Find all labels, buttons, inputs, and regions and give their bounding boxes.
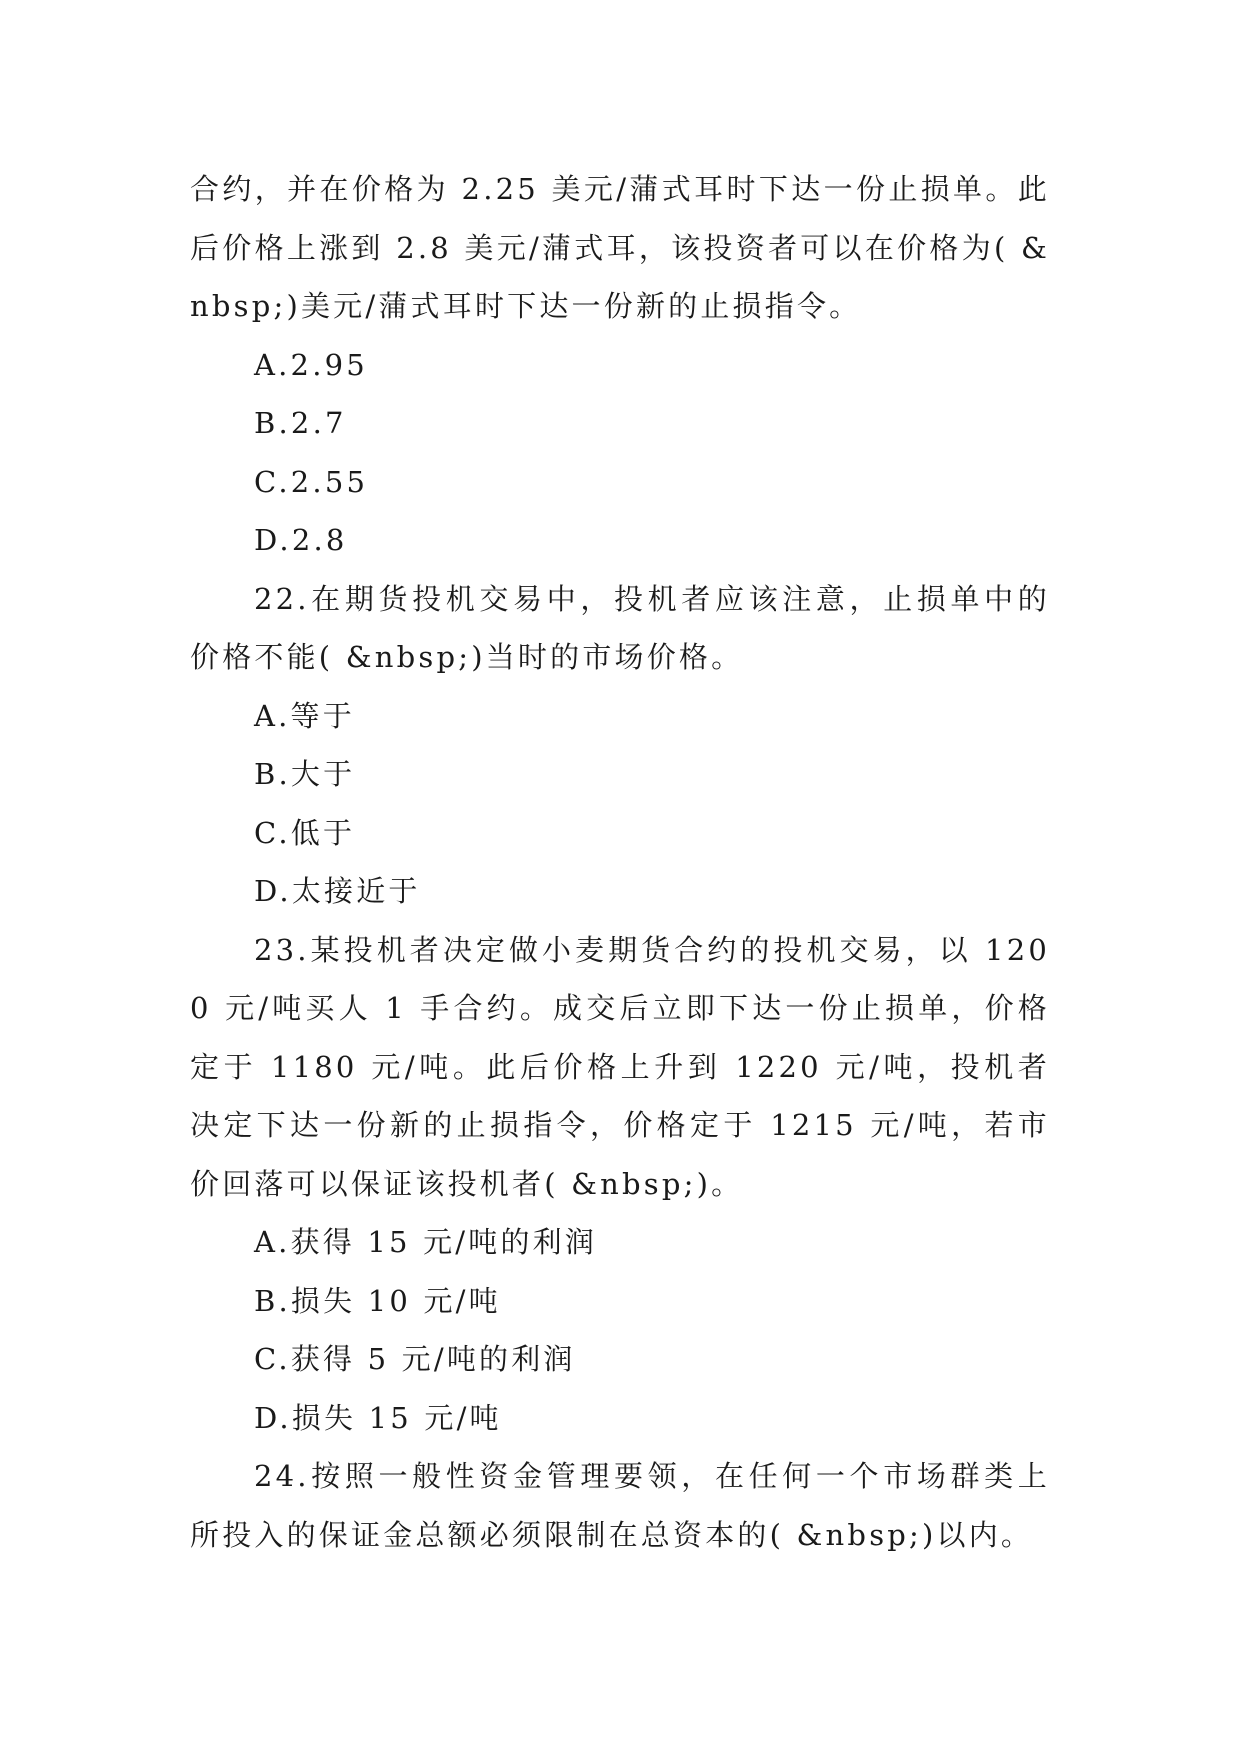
question-stem: 22.在期货投机交易中，投机者应该注意，止损单中的价格不能( &nbsp;)当时的市场价格。 [190,581,1050,674]
option-b: B.损失 10 元/吨 [254,1283,501,1318]
question-stem: 24.按照一般性资金管理要领，在任何一个市场群类上所投入的保证金总额必须限制在总资本的( &nbsp;)以内。 [190,1459,1050,1552]
question-21-continued [190,160,1050,570]
question-24 [190,1447,1050,1564]
option-a: A.等于 [254,698,355,733]
option-b: B.大于 [254,757,356,791]
option-a: A.获得 15 元/吨的利润 [254,1225,598,1259]
question-22 [190,570,1050,921]
option-d: D.损失 15 元/吨 [254,1400,502,1435]
option-c: C.低于 [254,815,356,850]
option-d: D.2.8 [254,523,348,557]
option-b: B.2.7 [254,406,347,440]
question-23 [190,921,1050,1448]
option-c: C.2.55 [254,464,369,499]
option-c: C.获得 5 元/吨的利润 [254,1342,576,1376]
document-body [190,160,1050,1564]
question-stem: 合约，并在价格为 2.25 美元/蒲式耳时下达一份止损单。此后价格上涨到 2.8 美元/蒲式耳，该投资者可以在价格为( &nbsp;)美元/蒲式耳时下达一份新的止损指令。 [190,172,1050,323]
question-stem: 23.某投机者决定做小麦期货合约的投机交易，以 1200 元/吨买人 1 手合约。成交后立即下达一份止损单，价格定于 1180 元/吨。此后价格上升到 1220 元/吨，投机者决定下达一份新的止损指令，价格定于 1215 元/吨，若市价回落可以保证该投机者( &nbsp;)。 [190,932,1050,1201]
option-a: A.2.95 [254,347,368,382]
option-d: D.太接近于 [254,874,421,908]
